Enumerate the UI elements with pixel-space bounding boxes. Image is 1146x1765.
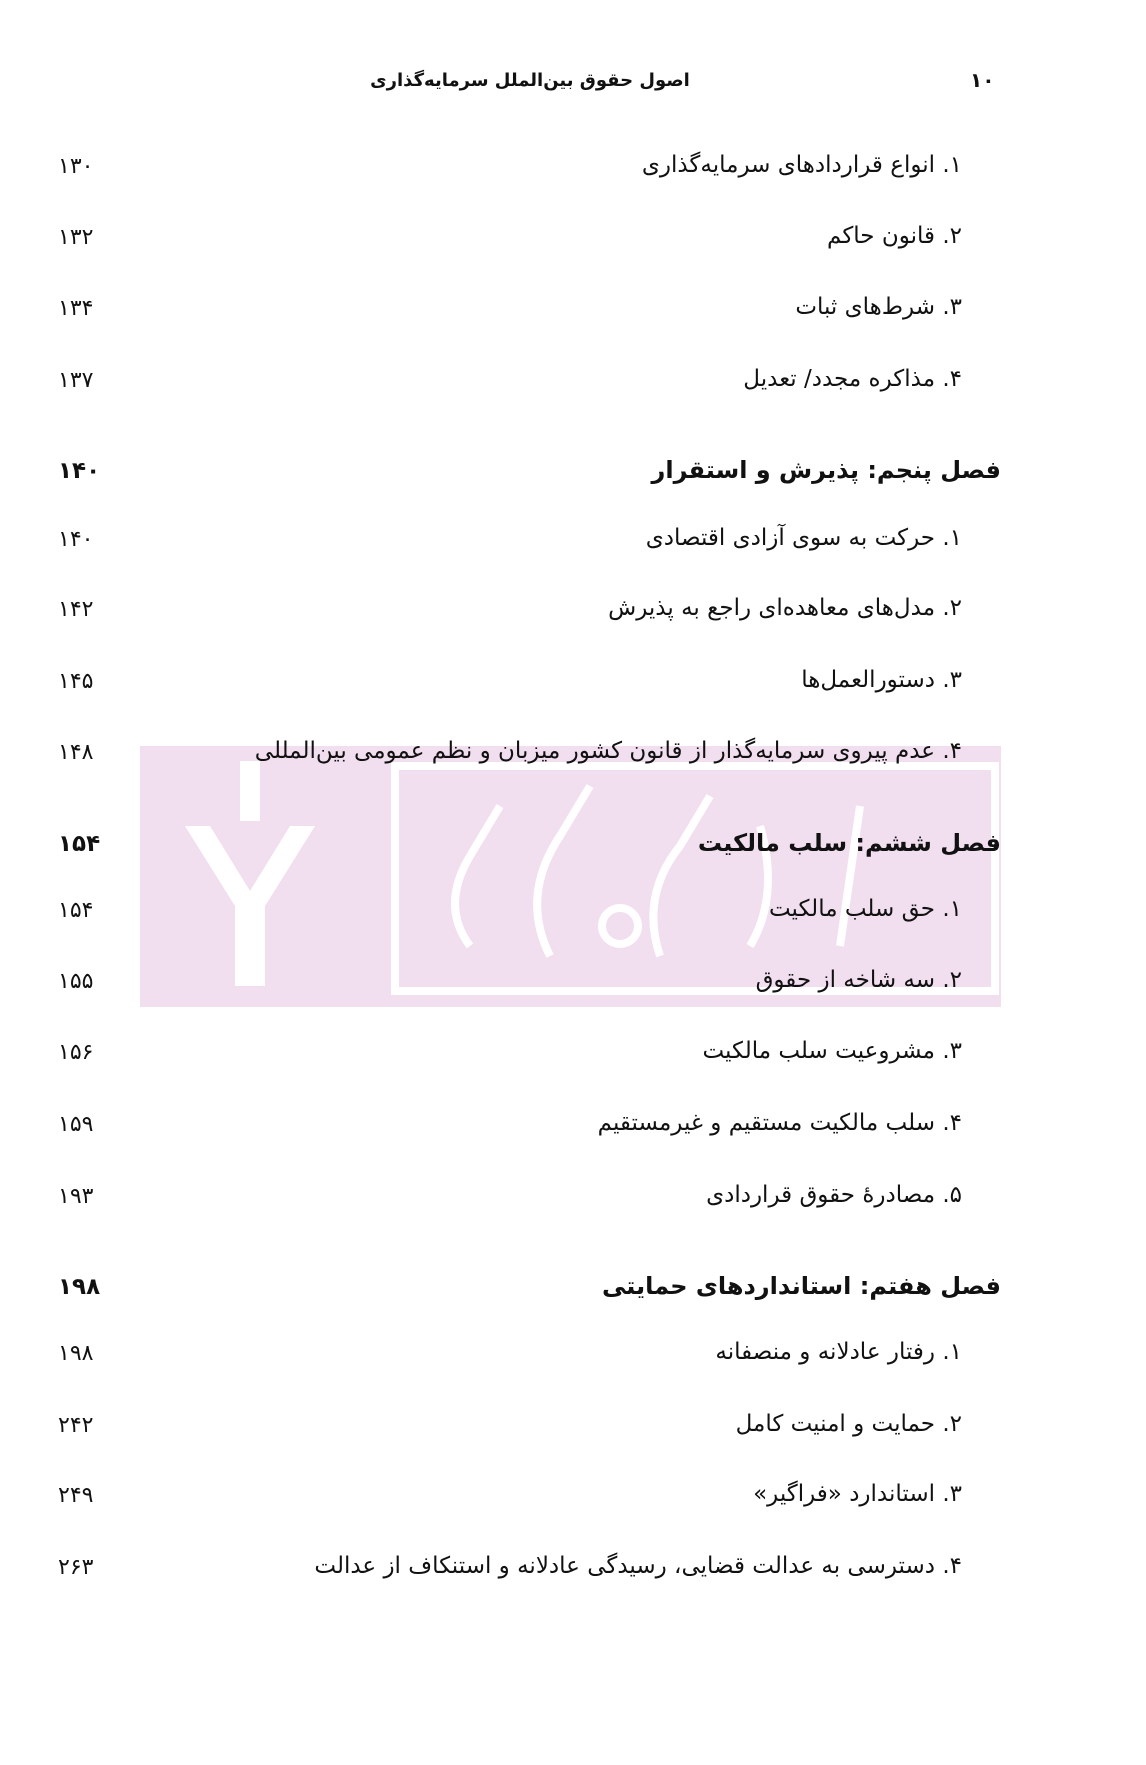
toc-entry-page: ۲۴۹ <box>58 1483 94 1508</box>
toc-entry-title: ۳. دستورالعمل‌ها <box>801 667 962 693</box>
toc-entry-title: ۴. عدم پیروی سرمایه‌گذار از قانون کشور میزبان و نظم عمومی بین‌المللی <box>254 738 962 764</box>
toc-entry-title: ۲. مدل‌های معاهده‌ای راجع به پذیرش <box>608 595 962 621</box>
toc-entry-page: ۱۵۶ <box>58 1040 94 1065</box>
toc-chapter-row <box>50 456 1001 496</box>
toc-entry-page: ۲۶۳ <box>58 1555 94 1580</box>
toc-item-row <box>50 967 962 1007</box>
toc-item-row <box>50 1553 962 1593</box>
toc-entry-title: ۳. مشروعیت سلب مالکیت <box>702 1038 962 1064</box>
toc-entry-page: ۱۳۷ <box>58 368 94 393</box>
toc-entry-title: ۴. مذاکره مجدد/ تعدیل <box>743 366 962 392</box>
toc-entry-page: ۱۴۵ <box>58 669 94 694</box>
toc-item-row <box>50 595 962 635</box>
toc-entry-title: ۲. قانون حاکم <box>827 223 962 249</box>
toc-entry-page: ۱۵۹ <box>58 1112 94 1137</box>
toc-item-row <box>50 1411 962 1451</box>
toc-item-row <box>50 1481 962 1521</box>
toc-entry-title: فصل هفتم: استانداردهای حمایتی <box>602 1272 1001 1300</box>
running-header-title: اصول حقوق بین‌الملل سرمایه‌گذاری <box>370 70 690 91</box>
toc-entry-page: ۲۴۲ <box>58 1413 94 1438</box>
toc-entry-page: ۱۵۴ <box>58 898 94 923</box>
toc-entry-page: ۱۴۰ <box>58 527 94 552</box>
toc-entry-title: ۲. حمایت و امنیت کامل <box>735 1411 962 1437</box>
toc-entry-title: ۱. حرکت به سوی آزادی اقتصادی <box>645 525 962 551</box>
toc-item-row <box>50 1339 962 1379</box>
toc-entry-page: ۱۴۰ <box>58 458 101 484</box>
toc-entry-page: ۱۳۰ <box>58 154 94 179</box>
toc-entry-page: ۱۵۴ <box>58 831 101 857</box>
toc-entry-page: ۱۴۲ <box>58 597 94 622</box>
toc-item-row <box>50 738 962 778</box>
toc-entry-title: ۴. دسترسی به عدالت قضایی، رسیدگی عادلانه و استنکاف از عدالت <box>314 1553 962 1579</box>
toc-chapter-row <box>50 1272 1001 1312</box>
toc-entry-page: ۱۳۲ <box>58 225 94 250</box>
toc-entry-title: ۱. حق سلب مالکیت <box>768 896 962 922</box>
toc-entry-page: ۱۹۳ <box>58 1184 94 1209</box>
toc-item-row <box>50 525 962 565</box>
toc-item-row <box>50 1038 962 1078</box>
toc-entry-title: ۵. مصادرهٔ حقوق قراردادی <box>706 1182 962 1208</box>
toc-item-row <box>50 366 962 406</box>
toc-entry-page: ۱۳۴ <box>58 296 94 321</box>
toc-entry-title: ۲. سه شاخه از حقوق <box>755 967 962 993</box>
toc-item-row <box>50 294 962 334</box>
toc-entry-title: ۳. استاندارد «فراگیر» <box>753 1481 962 1507</box>
toc-entry-page: ۱۴۸ <box>58 740 94 765</box>
toc-item-row <box>50 152 962 192</box>
toc-entry-page: ۱۹۸ <box>58 1274 101 1300</box>
toc-chapter-row <box>50 829 1001 869</box>
toc-entry-title: فصل پنجم: پذیرش و استقرار <box>651 456 1001 484</box>
toc-entry-title: ۴. سلب مالکیت مستقیم و غیرمستقیم <box>597 1110 962 1136</box>
toc-item-row <box>50 896 962 936</box>
toc-item-row <box>50 667 962 707</box>
page-number: ۱۰ <box>970 68 995 92</box>
toc-entry-page: ۱۹۸ <box>58 1341 94 1366</box>
toc-item-row <box>50 1182 962 1222</box>
toc-entry-title: فصل ششم: سلب مالکیت <box>697 829 1001 857</box>
toc-item-row <box>50 1110 962 1150</box>
toc-entry-title: ۳. شرط‌های ثبات <box>795 294 962 320</box>
toc-entry-title: ۱. رفتار عادلانه و منصفانه <box>715 1339 962 1365</box>
toc-entry-page: ۱۵۵ <box>58 969 94 994</box>
toc-entry-title: ۱. انواع قراردادهای سرمایه‌گذاری <box>641 152 962 178</box>
toc-item-row <box>50 223 962 263</box>
